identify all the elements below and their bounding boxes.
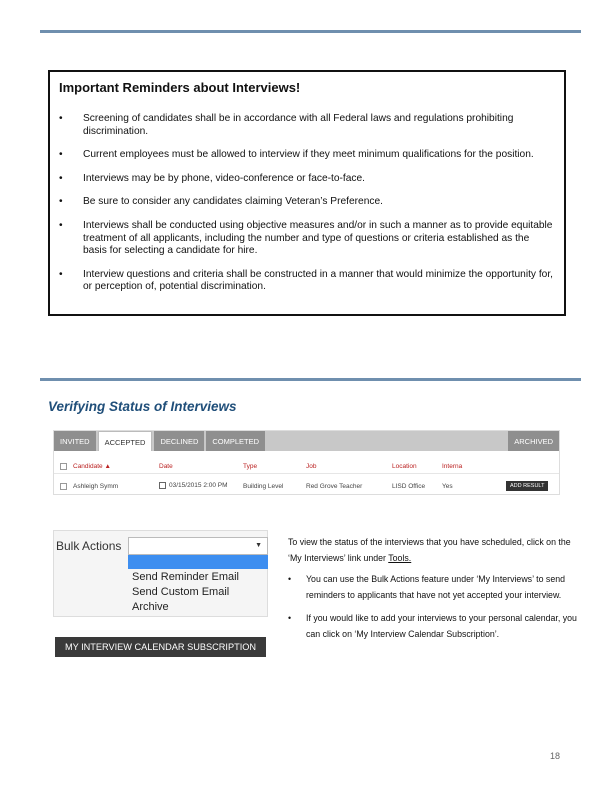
top-divider xyxy=(40,30,581,33)
candidate-name[interactable]: Ashleigh Symm xyxy=(73,482,119,490)
bulk-actions-screenshot xyxy=(53,530,268,617)
column-header[interactable]: Location xyxy=(392,463,417,470)
table-row xyxy=(54,479,559,493)
instructions-list xyxy=(288,572,578,642)
tab-invited[interactable]: INVITED xyxy=(54,431,96,451)
section-divider xyxy=(40,378,581,381)
bulk-option-send-reminder[interactable]: Send Reminder Email xyxy=(132,571,239,583)
instructions xyxy=(288,535,578,650)
tab-declined[interactable]: DECLINED xyxy=(154,431,204,451)
calendar-icon[interactable] xyxy=(159,482,166,489)
grid-header xyxy=(54,460,559,474)
column-header[interactable]: Job xyxy=(306,463,317,470)
column-header[interactable]: Type xyxy=(243,463,258,470)
instructions-intro: To view the status of the interviews that you have scheduled, click on the ‘My Interviews’ link under Tools. xyxy=(288,537,571,563)
list-item: • Interview questions and criteria shall be constructed in a manner that would minimize the opportunity for, or perception of, potential discrimination. xyxy=(59,268,554,293)
chevron-down-icon[interactable]: ▼ xyxy=(255,542,262,549)
bulk-option-send-custom[interactable]: Send Custom Email xyxy=(132,586,230,598)
row-checkbox[interactable] xyxy=(60,483,67,490)
tab-completed[interactable]: COMPLETED xyxy=(206,431,265,451)
reminders-box xyxy=(48,70,566,316)
interviews-screenshot xyxy=(53,430,560,495)
interview-location: LISD Office xyxy=(392,482,426,490)
list-item: • Current employees must be allowed to interview if they meet minimum qualifications for the position. xyxy=(59,149,534,161)
column-header[interactable]: Candidate ▲ xyxy=(73,463,111,470)
internal-flag: Yes xyxy=(442,482,453,490)
reminders-title: Important Reminders about Interviews! xyxy=(59,80,301,95)
bulk-option-archive[interactable]: Archive xyxy=(132,601,169,613)
list-item: • Interviews shall be conducted using objective measures and/or in such a manner as to provide equitable treatment of all applicants, including the number and type of questions or criteria established as the basis for selecting a candidate for hire. xyxy=(59,219,553,257)
list-item: • Be sure to consider any candidates claiming Veteran’s Preference. xyxy=(59,196,383,208)
list-item: • Interviews may be by phone, video-conference or face-to-face. xyxy=(59,172,366,184)
interview-tabs xyxy=(54,431,559,451)
bulk-option-highlight xyxy=(128,555,268,569)
list-item: • If you would like to add your interviews to your personal calendar, you can click on ‘My Interview Calendar Subscription’. xyxy=(288,613,577,639)
bulk-actions-label: Bulk Actions xyxy=(56,539,122,553)
job-name: Red Grove Teacher xyxy=(306,482,363,490)
column-header[interactable]: Interna xyxy=(442,463,463,470)
page-number: 18 xyxy=(550,751,561,761)
tab-accepted[interactable]: ACCEPTED xyxy=(98,431,153,451)
tools-link[interactable]: Tools. xyxy=(388,552,412,563)
add-result-button[interactable]: ADD RESULT xyxy=(506,481,548,491)
list-item: • Screening of candidates shall be in accordance with all Federal laws and regulations prohibiting discrimination. xyxy=(59,113,514,137)
reminders-list xyxy=(59,113,554,294)
calendar-subscription-button[interactable]: MY INTERVIEW CALENDAR SUBSCRIPTION xyxy=(55,637,266,657)
column-header[interactable]: Date xyxy=(159,463,173,470)
select-all-checkbox[interactable] xyxy=(60,463,67,470)
interview-type: Building Level xyxy=(243,482,284,490)
list-item: • You can use the Bulk Actions feature under ‘My Interviews’ to send reminders to applicants that have not yet accepted your interview. xyxy=(288,574,566,600)
section-heading: Verifying Status of Interviews xyxy=(48,399,237,414)
interview-date: 03/15/2015 2:00 PM xyxy=(159,482,243,489)
bulk-actions-select[interactable] xyxy=(128,537,268,555)
tab-archived[interactable]: ARCHIVED xyxy=(508,431,559,451)
